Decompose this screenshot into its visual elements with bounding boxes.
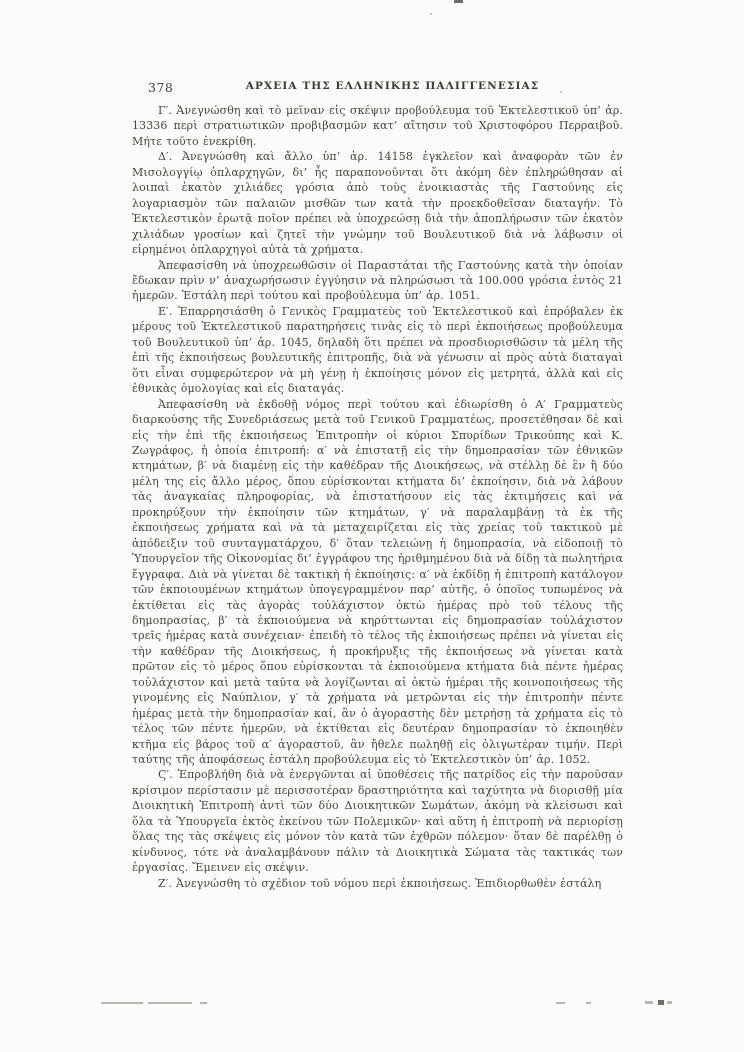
- scan-artifact: [645, 1001, 653, 1004]
- scan-artifact: [586, 1002, 591, 1004]
- paragraph-decision-1052: Ἀπεφασίσθη νὰ ἐκδοθῇ νόμος περὶ τούτου καὶ ἐδιωρίσθη ὁ Α′ Γραμματεὺς διαρκούσης τῆς Συνεδριάσεως μετὰ τοῦ Γενικοῦ Γραμματέως, προσετέθησαν δὲ καὶ εἰς τὴν ἐπὶ τῆς ἐκποιήσεως Ἐπιτροπὴν οἱ κύριοι Σπυρίδων Τρικούπης καὶ Κ. Ζωγράφος, ἡ ὁποία ἐπιτροπή: α′ νὰ ἐπιστατῇ εἰς τὴν δημοπρασίαν τῶν ἐθνικῶν κτημάτων, β′ νὰ διαμένῃ εἰς τὴν καθέδραν τῆς Διοικήσεως, νὰ στέλλῃ δὲ ἓν ἢ δύο μέλη της εἰς ἄλλο μέρος, ὅπου εὑρίσκονται κτήματα δι’ ἐκποίησιν, διὰ νὰ λάβουν τὰς ἀναγκαίας πληροφορίας, νὰ ἐπιστατήσουν εἰς τὰς ἐκτιμήσεις καὶ νὰ προκηρύξουν τὴν ἐκποίησιν τῶν κτημάτων, γ′ νὰ παραλαμβάνῃ τὰ ἐκ τῆς ἐκποιήσεως χρήματα καὶ νὰ τὰ μεταχειρίζεται εἰς τὰς χρείας τοῦ τακτικοῦ μὲ ἀπόδειξιν τοῦ συνταγματάρχου, δ′ ὅταν τελειώνῃ ἡ δημοπρασία, νὰ εἰδοποιῇ τὸ Ὑπουργεῖον τῆς Οἰκονομίας δι’ ἐγγράφου της ἠριθμημένου διὰ νὰ δίδῃ τὰ πωλητήρια ἔγγραφα. Διὰ νὰ γίνεται δὲ τακτικὴ ἡ ἐκποίησις: α′ νὰ ἐκδίδῃ ἡ ἐπιτροπὴ κατάλογον τῶν ἐκποιουμένων κτημάτων ὑπογεγραμμένον παρ’ αὐτῆς, ὁ ὁποῖος τυπωμένος νὰ ἐκτίθεται εἰς τὰς ἀγορὰς τοὐλάχιστον ὀκτὼ ἡμέρας πρὸ τοῦ τέλους τῆς δημοπρασίας, β′ τὰ ἐκποιούμενα νὰ κηρύττωνται εἰς δημοπρασίαν τοὐλάχιστον τρεῖς ἡμέρας κατὰ συνέχειαν· ἐπειδὴ τὸ τέλος τῆς ἐκποιήσεως πρέπει νὰ γίνεται εἰς τὴν καθέδραν τῆς Διοικήσεως, ἡ προκήρυξις τῆς ἐκποιήσεως νὰ γίνεται κατὰ πρῶτον εἰς τὸ μέρος ὅπου εὑρίσκονται τὰ ἐκποιούμενα κτήματα διὰ πέντε ἡμέρας τοὐλάχιστον καὶ μετὰ ταῦτα νὰ λογίζωνται αἱ ὀκτὼ ἡμέραι τῆς κοινοποιήσεως τῆς γινομένης εἰς Ναύπλιον, γ′ τὰ χρήματα νὰ μετρῶνται εἰς τὴν ἐπιτροπὴν πέντε ἡμέρας μετὰ τὴν δημοπρασίαν καί, ἂν ὁ ἀγοραστὴς δὲν μετρήσῃ τὰ χρήματα εἰς τὸ τέλος τῶν πέντε ἡμερῶν, νὰ ἐκτίθεται εἰς δευτέραν δημοπρασίαν τὸ ἐκποιηθὲν κτῆμα εἰς βάρος τοῦ α′ ἀγοραστοῦ, ἂν ἤθελε πωληθῇ εἰς ὀλιγωτέραν τιμήν. Περὶ ταύτης τῆς ἀποφάσεως ἐστάλη προβούλευμα εἰς τὸ Ἐκτελεστικὸν ὑπ’ ἀρ. 1052.: [132, 397, 623, 767]
- scan-artifact: [556, 1002, 565, 1004]
- scan-artifact: [200, 1002, 207, 1004]
- paragraph-gamma: Γ′. Ἀνεγνώσθη καὶ τὸ μεῖναν εἰς σκέψιν προβούλευμα τοῦ Ἐκτελεστικοῦ ὑπ’ ἀρ. 13336 περὶ στρατιωτικῶν προβιβασμῶν κατ’ αἴτησιν τοῦ Χριστοφόρου Περραιβοῦ. Μήτε τοῦτο ἐνεκρίθη.: [132, 104, 623, 148]
- paragraph-delta: Δ′. Ἀνεγνώσθη καὶ ἄλλο ὑπ’ ἀρ. 14158 ἐγκλεῖον καὶ ἀναφορὰν τῶν ἐν Μισολογγίῳ ὁπλαρχηγῶν, δι’ ἧς παραπονοῦνται ὅτι ἀκόμη δὲν ἐπληρώθησαν αἱ λοιπαὶ ἑκατὸν χιλιάδες γρόσια ἀπὸ τοὺς ἐνοικιαστὰς τῆς Γαστούνης εἰς λογαριασμὸν τῶν παλαιῶν μισθῶν των κατὰ τὴν προεκδοθεῖσαν διαταγήν. Τὸ Ἐκτελεστικὸν ἐρωτᾷ ποῖον πρέπει νὰ ὑποχρεώσῃ διὰ τὴν ἀποπλήρωσιν τῶν ἑκατὸν χιλιάδων γροσίων καὶ ζητεῖ τὴν γνώμην τοῦ Βουλευτικοῦ διὰ νὰ λάβωσιν οἱ εἰρημένοι ὁπλαρχηγοὶ αὐτὰ τὰ χρήματα.: [132, 150, 623, 257]
- scan-artifact: [560, 91, 562, 93]
- scan-artifact: [454, 0, 463, 3]
- paragraph-stigma: Ϛ′. Ἐπροβλήθη διὰ νὰ ἐνεργῶνται αἱ ὑποθέσεις τῆς πατρίδος εἰς τὴν παροῦσαν κρίσιμον περίστασιν μὲ περισσοτέραν δραστηριότητα καὶ ταχύτητα νὰ διορισθῇ μία Διοικητικὴ Ἐπιτροπὴ ἀντὶ τῶν δύο Διοικητικῶν Σωμάτων, ἀκόμη νὰ κλείσωσι καὶ ὅλα τὰ Ὑπουργεῖα ἐκτὸς ἐκείνου τῶν Πολεμικῶν· καὶ αὕτη ἡ ἐπιτροπὴ νὰ περιορίσῃ ὅλας της τὰς σκέψεις εἰς μόνον τὸν κατὰ τῶν ἐχθρῶν πόλεμον· ὅταν δὲ παρέλθῃ ὁ κίνδυνος, τότε νὰ ἀναλαμβάνουν πάλιν τὰ Διοικητικὰ Σώματα τὰς τακτικάς των ἐργασίας. Ἔμεινεν εἰς σκέψιν.: [132, 768, 623, 875]
- paragraph-epsilon: Ε′. Ἐπαρρησιάσθη ὁ Γενικὸς Γραμματεὺς τοῦ Ἐκτελεστικοῦ καὶ ἐπρόβαλεν ἐκ μέρους τοῦ Ἐκτελεστικοῦ παρατηρήσεις τινὰς εἰς τὸ περὶ ἐκποιήσεως προβούλευμα τοῦ Βουλευτικοῦ ὑπ’ ἀρ. 1045, δηλαδὴ ὅτι πρέπει νὰ προσδιορισθῶσιν τὰ μέλη τῆς ἐπὶ τῆς ἐκποιήσεως βουλευτικῆς ἐπιτροπῆς, διὰ νὰ γένωσιν αἱ πρὸς αὐτὰ διαταγαὶ ὅτι εἶναι συμφερώτερον νὰ μὴ γένῃ ἡ ἐκποίησις μόνον εἰς μετρητά, ἀλλὰ καὶ εἰς ἐθνικὰς ὁμολογίας καὶ εἰς διαταγάς.: [132, 304, 623, 396]
- paragraph-zeta: Ζ′. Ἀνεγνώσθη τὸ σχέδιον τοῦ νόμου περὶ ἐκποιήσεως. Ἐπιδιορθωθὲν ἐστάλη: [158, 876, 602, 890]
- scan-artifact: [148, 1002, 192, 1004]
- scan-artifact: [658, 1000, 664, 1005]
- paragraph-decision-1051: Ἀπεφασίσθη νὰ ὑποχρεωθῶσιν οἱ Παραστάται τῆς Γαστούνης κατὰ τὴν ὁποίαν ἔδωκαν πρὶν ν’ ἀναχωρήσωσιν ἐγγύησιν νὰ πληρώσωσι τὰ 100.000 γρόσια ἐντὸς 21 ἡμερῶν. Ἐστάλη περὶ τούτου καὶ προβούλευμα ὑπ’ ἀρ. 1051.: [132, 258, 623, 303]
- scan-artifact: [667, 1001, 672, 1004]
- page-header: [132, 80, 623, 98]
- scan-artifact: [101, 1002, 143, 1004]
- page-number: 378: [148, 80, 174, 95]
- scan-artifact: [430, 13, 432, 15]
- running-title: ΑΡΧΕΙΑ ΤΗΣ ΕΛΛΗΝΙΚΗΣ ΠΑΛΙΓΓΕΝΕΣΙΑΣ: [245, 80, 540, 92]
- page-body-text: [132, 103, 623, 891]
